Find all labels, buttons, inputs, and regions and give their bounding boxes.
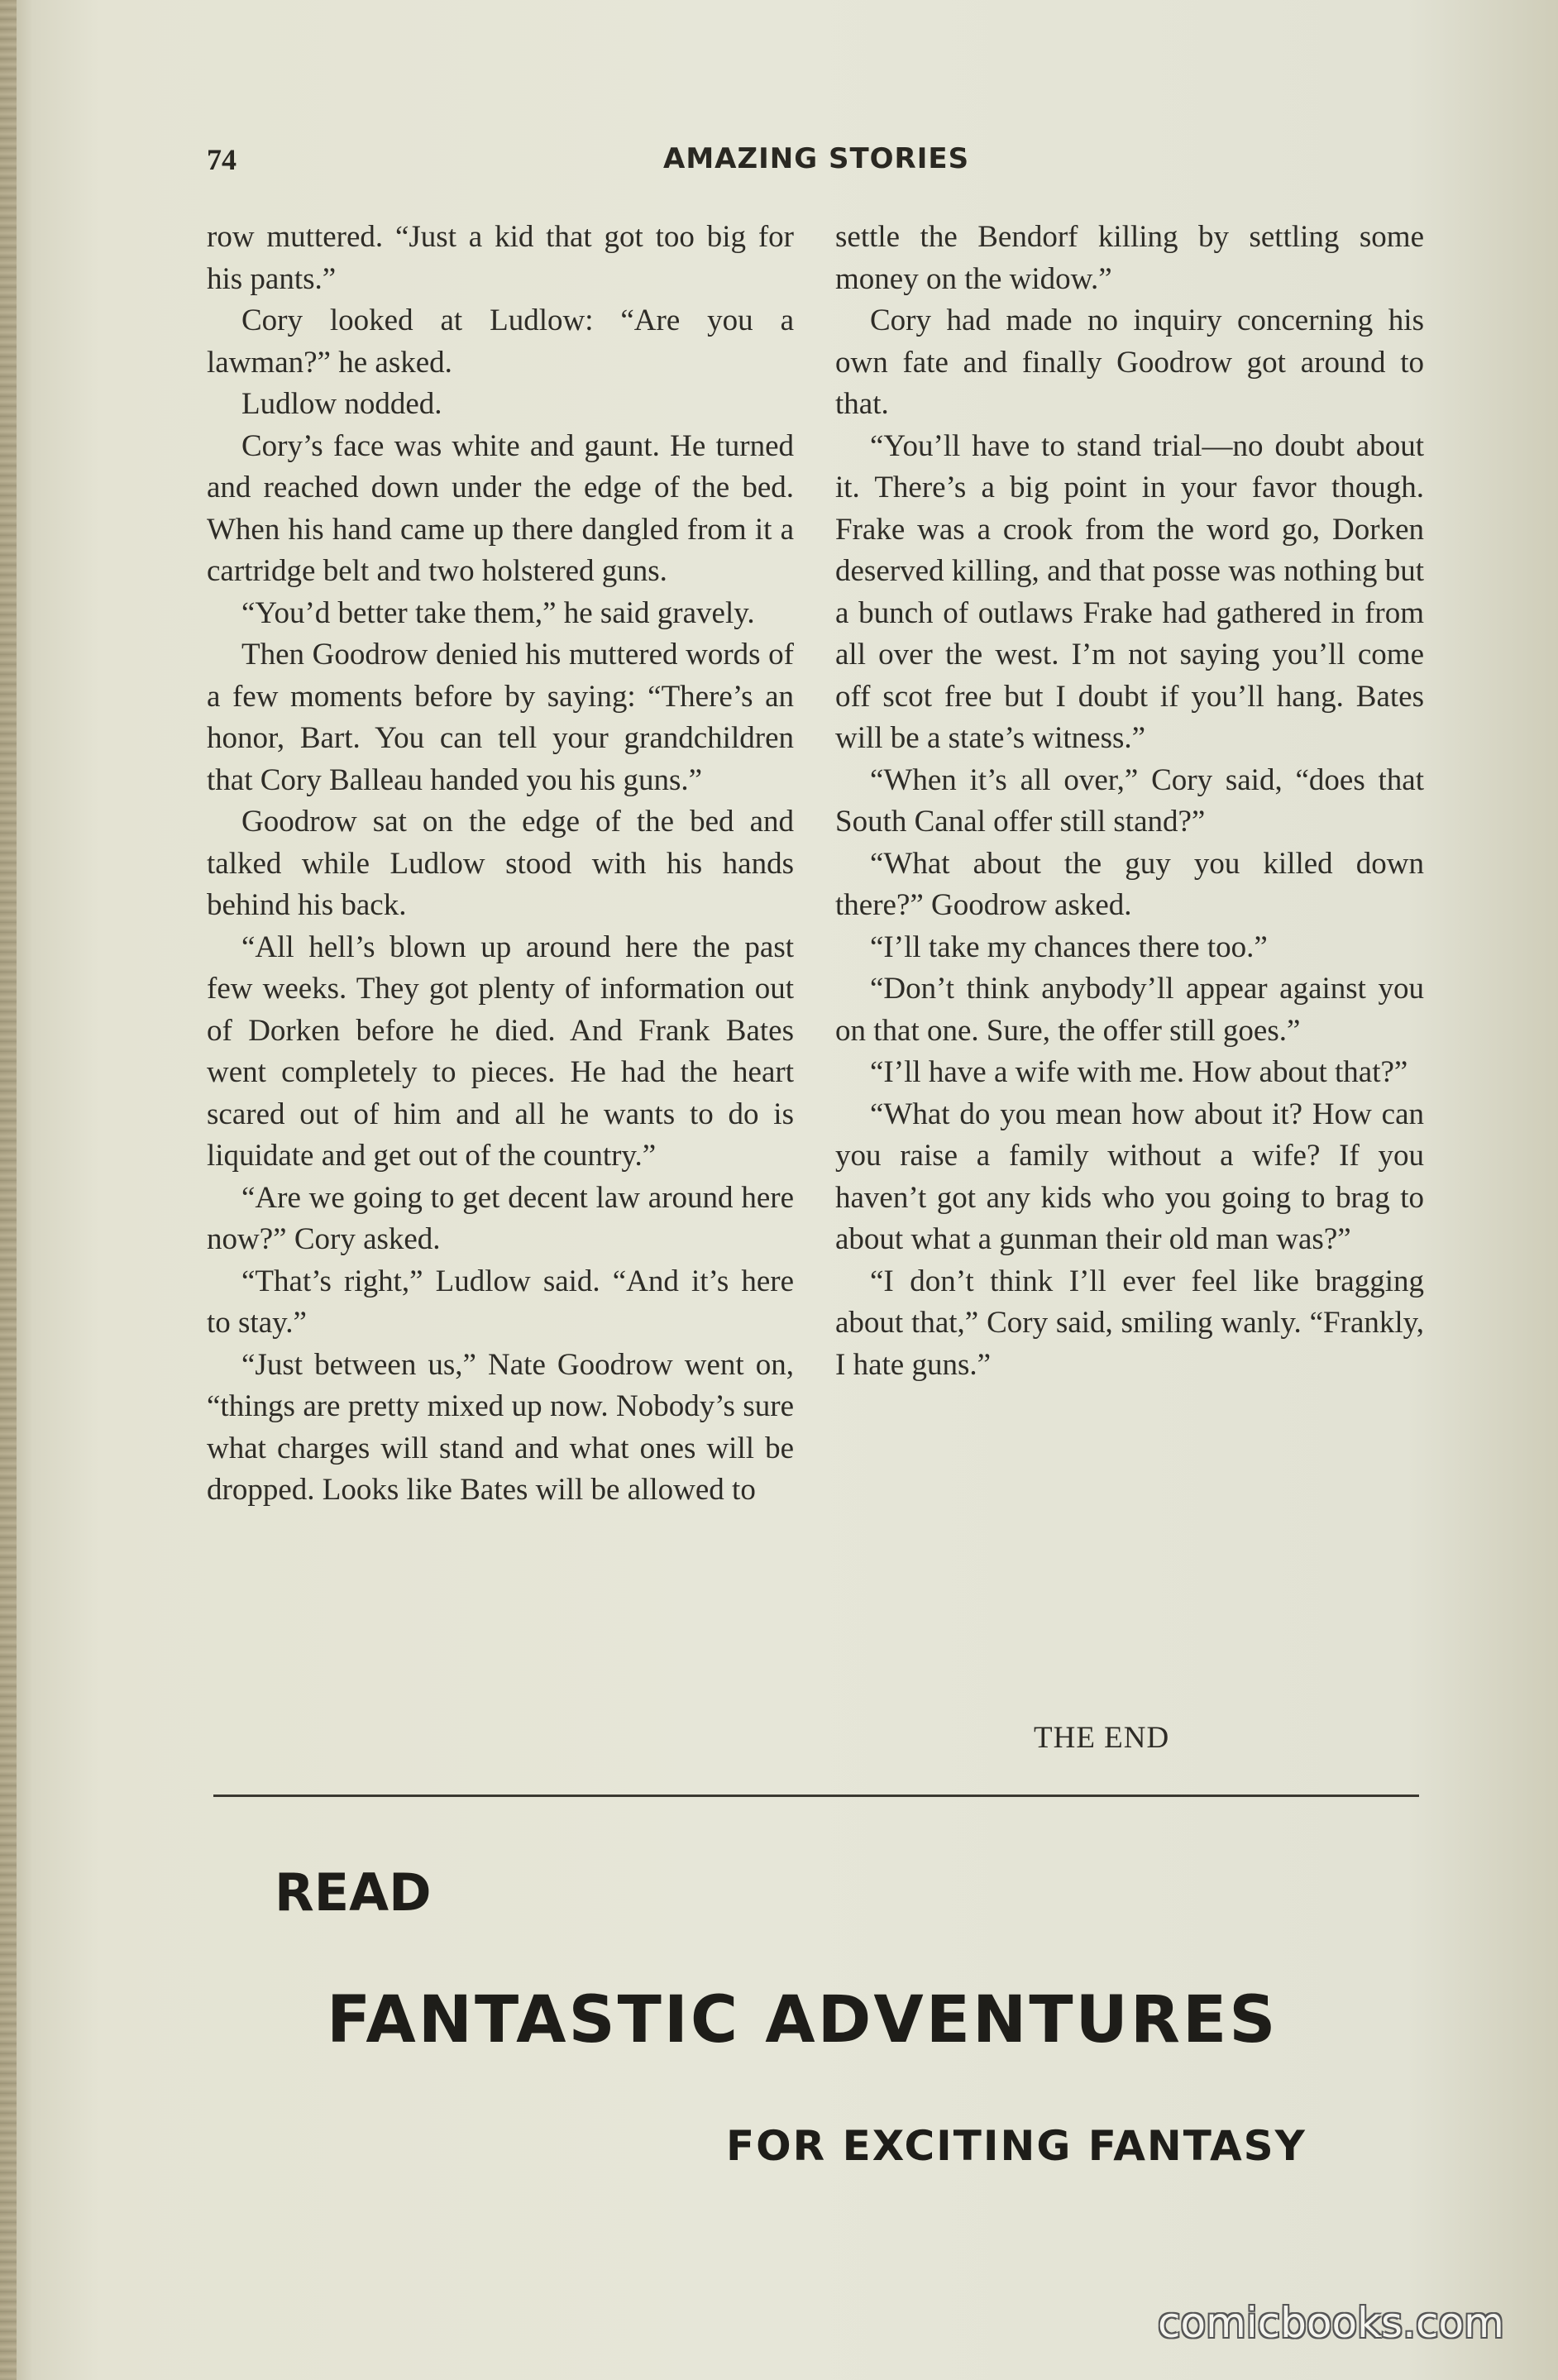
paragraph: “Don’t think anybody’ll appear against you on that one. Sure, the offer still goes.” [835, 972, 1424, 1048]
paragraph: “You’ll have to stand trial—no doubt about it. There’s a big point in your favor though. Frake was a crook from the word go, Dorken deserved killing, and that posse was nothing but a bunch of outlaws Frake had gathered in from all over the west. I’m not saying you’ll come off scot free but I doubt if you’ll hang. Bates will be a state’s witness.” [835, 428, 1424, 755]
ad-read-heading: READ [275, 1862, 432, 1923]
ad-tagline: FOR EXCITING FANTASY [726, 2122, 1307, 2170]
page-number: 74 [207, 143, 237, 176]
paragraph: “I’ll have a wife with me. How about that?” [870, 1055, 1408, 1089]
the-end-label: THE END [1034, 1721, 1170, 1755]
paragraph: “What do you mean how about it? How can you raise a family without a wife? If you haven’t got any kids who you going to brag to about what a gunman their old man was?” [835, 1097, 1424, 1256]
paragraph: Goodrow sat on the edge of the bed and talked while Ludlow stood with his hands behind his back. [207, 805, 794, 922]
right-column [835, 217, 1424, 1386]
divider-rule [213, 1795, 1419, 1797]
running-head: AMAZING STORIES [663, 142, 970, 175]
paragraph: “All hell’s blown up around here the past few weeks. They got plenty of information out of Dorken before he died. And Frank Bates went completely to pieces. He had the heart scared out of him and all he wants to do is liquidate and get out of the country.” [207, 930, 794, 1173]
paragraph: “I don’t think I’ll ever feel like bragging about that,” Cory said, smiling wanly. “Frankly, I hate guns.” [835, 1264, 1424, 1382]
paragraph: “Just between us,” Nate Goodrow went on, “things are pretty mixed up now. Nobody’s sure what charges will stand and what ones will be dropped. Looks like Bates will be allowed to [207, 1347, 794, 1507]
page-header [207, 142, 1426, 184]
watermark: comicbooks.com [1158, 2299, 1504, 2347]
paragraph: settle the Bendorf killing by settling some money on the widow.” [835, 220, 1424, 296]
paragraph: Cory’s face was white and gaunt. He turned and reached down under the edge of the bed. When his hand came up there dangled from it a cartridge belt and two holstered guns. [207, 428, 794, 588]
paragraph: “I’ll take my chances there too.” [870, 930, 1268, 964]
paragraph: “You’d better take them,” he said gravely. [241, 595, 755, 630]
paragraph: “That’s right,” Ludlow said. “And it’s here to stay.” [207, 1264, 794, 1340]
paragraph: “Are we going to get decent law around here now?” Cory asked. [207, 1180, 794, 1256]
left-column [207, 217, 794, 1512]
paragraph: Then Goodrow denied his muttered words of a few moments before by saying: “There’s an honor, Bart. You can tell your grandchildren that Cory Balleau handed you his guns.” [207, 638, 794, 797]
paragraph: “What about the guy you killed down there?” Goodrow asked. [835, 846, 1424, 922]
paragraph: “When it’s all over,” Cory said, “does that South Canal offer still stand?” [835, 762, 1424, 839]
paragraph: Cory looked at Ludlow: “Are you a lawman?” he asked. [207, 303, 794, 380]
paragraph: row muttered. “Just a kid that got too big for his pants.” [207, 220, 794, 296]
ad-magazine-title: FANTASTIC ADVENTURES [327, 1983, 1278, 2057]
paragraph: Ludlow nodded. [241, 387, 442, 421]
paragraph: Cory had made no inquiry concerning his own fate and finally Goodrow got around to that. [835, 303, 1424, 421]
binding-spine [0, 0, 17, 2380]
